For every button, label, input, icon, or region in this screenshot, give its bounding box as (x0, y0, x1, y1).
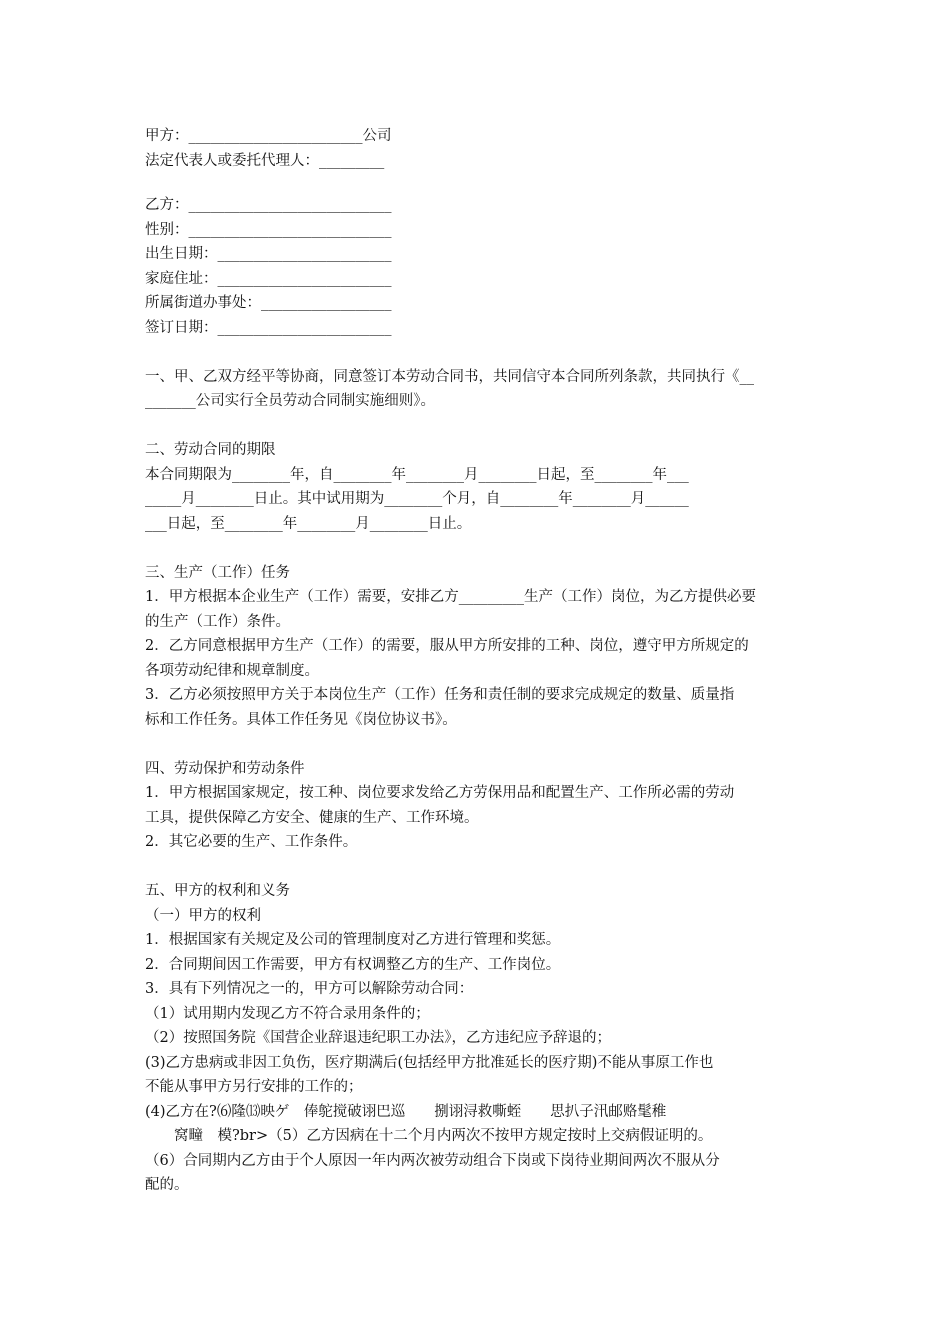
section4-line3: 2．其它必要的生产、工作条件。 (145, 834, 358, 850)
section4-line2: 工具，提供保障乙方安全、健康的生产、工作环境。 (145, 809, 479, 826)
birth-date-line: 出生日期：________________________ (145, 246, 392, 262)
section5-line9: 窝疃 模?br>（5）乙方因病在十二个月内两次不按甲方规定按时上交病假证明的。 (145, 1128, 713, 1144)
street-office-line: 所属街道办事处：__________________ (145, 295, 392, 311)
section5-line3: 3．具有下列情况之一的，甲方可以解除劳动合同： (145, 981, 474, 997)
section5-line8: (4)乙方在?⑹隆⒀映ゲ 俸鸵搅破诩巴巡 捌诩浔救嘶蛭 思扒子汛邮赂髦稚 (145, 1103, 667, 1120)
section3-title: 三、生产（工作）任务 (145, 564, 290, 581)
section2-line1: 本合同期限为________年，自________年________月________日起，至________年___ (145, 466, 689, 483)
section3-line6: 标和工作任务。具体工作任务见《岗位协议书》。 (145, 711, 457, 728)
sign-date-line: 签订日期：________________________ (145, 319, 392, 336)
party-b-line: 乙方：____________________________ (145, 197, 392, 213)
section3-line3: 2．乙方同意根据甲方生产（工作）的需要，服从甲方所安排的工种、岗位，遵守甲方所规定的 (145, 638, 749, 654)
section2-title: 二、劳动合同的期限 (145, 442, 276, 458)
section5-subtitle: （一）甲方的权利 (145, 907, 261, 924)
section3-line2: 的生产（工作）条件。 (145, 613, 290, 630)
section2-line2: _____月________日止。其中试用期为________个月，自________年________月______ (145, 491, 689, 507)
section5-line7: 不能从事甲方另行安排的工作的； (145, 1079, 363, 1095)
section3-line5: 3．乙方必须按照甲方关于本岗位生产（工作）任务和责任制的要求完成规定的数量、质量指 (145, 687, 735, 703)
section4-line1: 1．甲方根据国家规定，按工种、岗位要求发给乙方劳保用品和配置生产、工作所必需的劳动 (145, 785, 735, 801)
representative-line: 法定代表人或委托代理人：_________ (145, 152, 385, 169)
section1-line1: 一、甲、乙双方经平等协商，同意签订本劳动合同书，共同信守本合同所列条款，共同执行《__ (145, 368, 754, 385)
section1-line2: _______公司实行全员劳动合同制实施细则》。 (145, 393, 435, 409)
section3-line4: 各项劳动纪律和规章制度。 (145, 662, 319, 679)
section5-line10: （6）合同期内乙方由于个人原因一年内两次被劳动组合下岗或下岗待业期间两次不服从分 (145, 1152, 720, 1169)
section5-line1: 1．根据国家有关规定及公司的管理制度对乙方进行管理和奖惩。 (145, 932, 561, 948)
section5-line6: (3)乙方患病或非因工负伤，医疗期满后(包括经甲方批准延长的医疗期)不能从事原工作也 (145, 1054, 714, 1071)
section5-title: 五、甲方的权利和义务 (145, 883, 290, 899)
section5-line5: （2）按照国务院《国营企业辞退违纪职工办法》，乙方违纪应予辞退的； (145, 1030, 611, 1046)
section2-line3: ___日起，至________年________月________日止。 (145, 515, 472, 532)
section4-title: 四、劳动保护和劳动条件 (145, 760, 305, 777)
section3-line1: 1．甲方根据本企业生产（工作）需要，安排乙方_________生产（工作）岗位，为乙方提供必要 (145, 589, 756, 605)
section5-line11: 配的。 (145, 1177, 189, 1193)
section5-line4: （1）试用期内发现乙方不符合录用条件的； (145, 1005, 430, 1022)
party-a-line: 甲方：________________________公司 (145, 128, 392, 144)
gender-line: 性别：____________________________ (145, 221, 392, 238)
section5-line2: 2．合同期间因工作需要，甲方有权调整乙方的生产、工作岗位。 (145, 956, 561, 973)
contract-document (145, 124, 810, 1198)
address-line: 家庭住址：________________________ (145, 270, 392, 287)
